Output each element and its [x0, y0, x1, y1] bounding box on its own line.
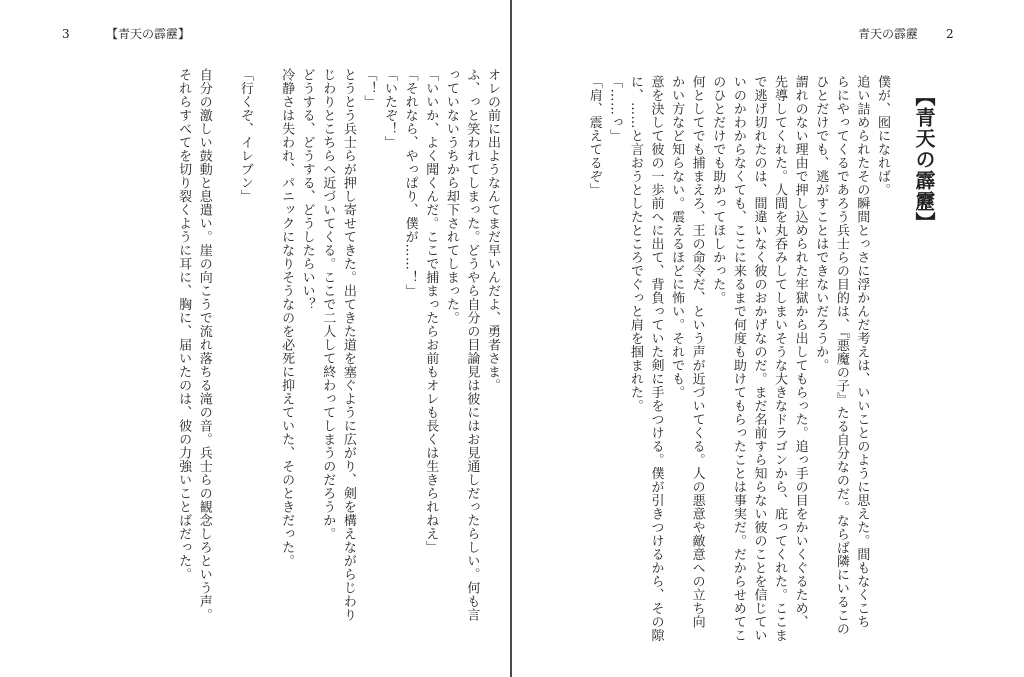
chapter-title: 【青天の霹靂】 [912, 86, 936, 233]
text-line: かい方など知らない。震えるほどに怖い。それでも。 [669, 75, 685, 399]
text-line: とうとう兵士らが押し寄せてきた。出てきた道を塞ぐように広がり、剣を構えながらじわり [340, 68, 356, 622]
page-number: 3 [62, 27, 70, 41]
text-line: 先導してくれた。人間を丸呑みしてしまいそうな大きなドラゴンから、庇ってくれた。ここま [772, 75, 788, 642]
text-line: で逃げ切れたのは、間違いなく彼のおかげなのだ。まだ名前すら知らない彼のことを信じてい [751, 75, 767, 642]
text-line: 意を決して彼の一歩前へに出て、背負っていた剣に手をつける。僕が引きつけるから、その隙 [648, 75, 664, 642]
running-title: 青天の霹靂 [858, 27, 919, 41]
text-line: 自分の激しい鼓動と息遣い。崖の向こうで流れ落ちる滝の音。兵士らの観念しろという声。 [196, 68, 212, 622]
text-line: ひとだけでも、逃がすことはできないだろうか。 [813, 75, 829, 372]
text-line: 「行くぞ、イレブン」 [237, 68, 253, 203]
text-line: それらすべてを切り裂くように耳に、胸に、届いたのは、彼の力強いことばだった。 [176, 68, 192, 581]
text-line: じわりとこちらへ近づいてくる。ここで二人して終わってしまうのだろうか。 [320, 68, 336, 541]
text-line [214, 68, 235, 628]
text-line: 「肩、震えてるぞ」 [586, 75, 602, 197]
text-line: 「それなら、やっぱり、僕が……！」 [402, 68, 418, 298]
text-line: 「いいか、よく聞くんだ。ここで捕まったらお前もオレも長くは生きられねえ」 [423, 68, 439, 554]
text-line: 何としてでも捕まえろ、王の命令だ、という声が近づいてくる。人の悪意や敵意への立ち向 [689, 75, 705, 629]
text-line: 冷静さは失われ、パニックになりそうなのを必死に抑えていた、そのときだった。 [279, 68, 295, 568]
text-line: 「いたぞ！」 [382, 68, 398, 149]
text-line: 謂れのない理由で押し込められた牢獄から出してもらった。追っ手の目をかいくぐるため、 [792, 75, 808, 629]
right-page [512, 0, 1024, 677]
page-number: 2 [946, 27, 954, 41]
text-line: オレの前に出ようなんてまだ早いんだよ、勇者さま。 [485, 68, 500, 392]
text-line: どうする、どうする、どうしたらいい？ [299, 68, 315, 311]
text-line: に、……と言おうとしたところでぐっと肩を掴まれた。 [627, 75, 643, 413]
text-line: 追い詰められたその瞬間とっさに浮かんだ考えは、いいことのように思えた。間もなくこち [854, 75, 870, 629]
text-line: のひとだけでも助かってほしかった。 [710, 75, 726, 305]
text-line: ふ、っと笑われてしまった。どうやら自分の目論見は彼にはお見通しだったらしい。何も言 [464, 68, 480, 622]
text-line: いのかわからなくても、ここに来るまで何度も助けてもらったことは事実だ。だからせめてこ [730, 75, 746, 642]
text-line: 「！」 [361, 68, 377, 109]
text-line: 僕が、囮になれば。 [875, 75, 890, 197]
text-line: らにやってくるであろう兵士らの目的は、『悪魔の子』たる自分なのだ。ならば隣にいるこの [833, 75, 849, 636]
text-line: 「……っ」 [607, 75, 623, 143]
text-line: っていないうちから却下されてしまった。 [443, 68, 459, 325]
left-page [0, 0, 510, 677]
body-text [102, 68, 502, 628]
body-text [586, 75, 892, 642]
text-line [255, 68, 276, 628]
running-title: 【青天の霹靂】 [106, 27, 191, 41]
